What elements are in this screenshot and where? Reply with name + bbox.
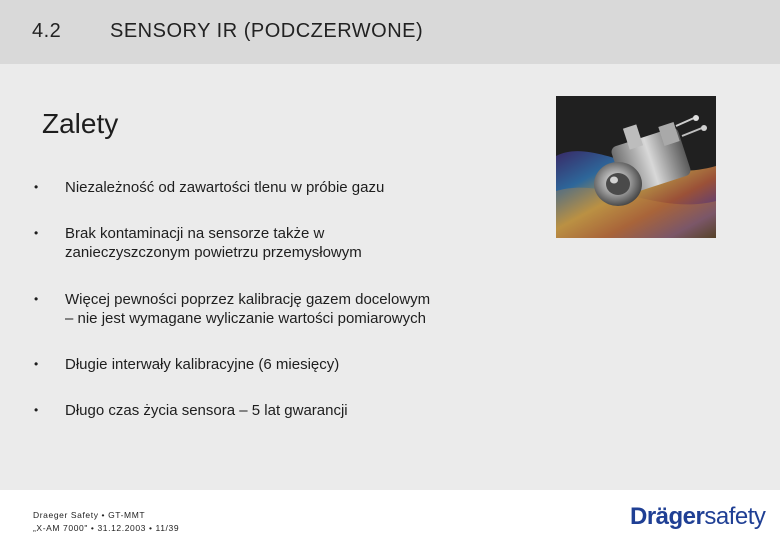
sensor-photo-graphic	[556, 96, 716, 238]
bullet-line: Niezależność od zawartości tlenu w próbie gazu	[65, 179, 385, 196]
section-number: 4.2	[32, 20, 62, 42]
section-title: SENSORY IR (PODCZERWONE)	[110, 20, 424, 42]
bullet-text	[65, 178, 545, 197]
bullet-line: – nie jest wymagane wyliczanie wartości pomiarowych	[65, 310, 426, 327]
footer-company-line: Draeger Safety • GT-MMT	[33, 510, 146, 520]
bullet-dot: •	[34, 180, 39, 194]
bullet-line: Więcej pewności poprzez kalibrację gazem docelowym	[65, 291, 431, 308]
footer-document-line: „X-AM 7000" • 31.12.2003 • 11/39	[33, 523, 180, 533]
bullet-dot: •	[34, 226, 39, 240]
sensor-photo	[556, 96, 716, 238]
draeger-safety-logo	[630, 503, 765, 531]
bullet-text	[65, 401, 545, 420]
bullet-line: Długo czas życia sensora – 5 lat gwarancji	[65, 402, 348, 419]
bullet-line: Długie interwały kalibracyjne (6 miesięcy)	[65, 356, 340, 373]
bullet-dot: •	[34, 357, 39, 371]
bullet-text	[65, 290, 545, 328]
bullet-text	[65, 224, 545, 262]
bullet-line: Brak kontaminacji na sensorze także w	[65, 225, 325, 242]
bullet-dot: •	[34, 292, 39, 306]
bullet-line: zanieczyszczonym powietrzu przemysłowym	[65, 244, 362, 261]
bullet-text	[65, 355, 545, 374]
logo-safety-text: safety	[704, 503, 766, 530]
logo-drager-text: Dräger	[630, 503, 705, 530]
page-heading: Zalety	[42, 108, 119, 139]
bullet-dot: •	[34, 403, 39, 417]
